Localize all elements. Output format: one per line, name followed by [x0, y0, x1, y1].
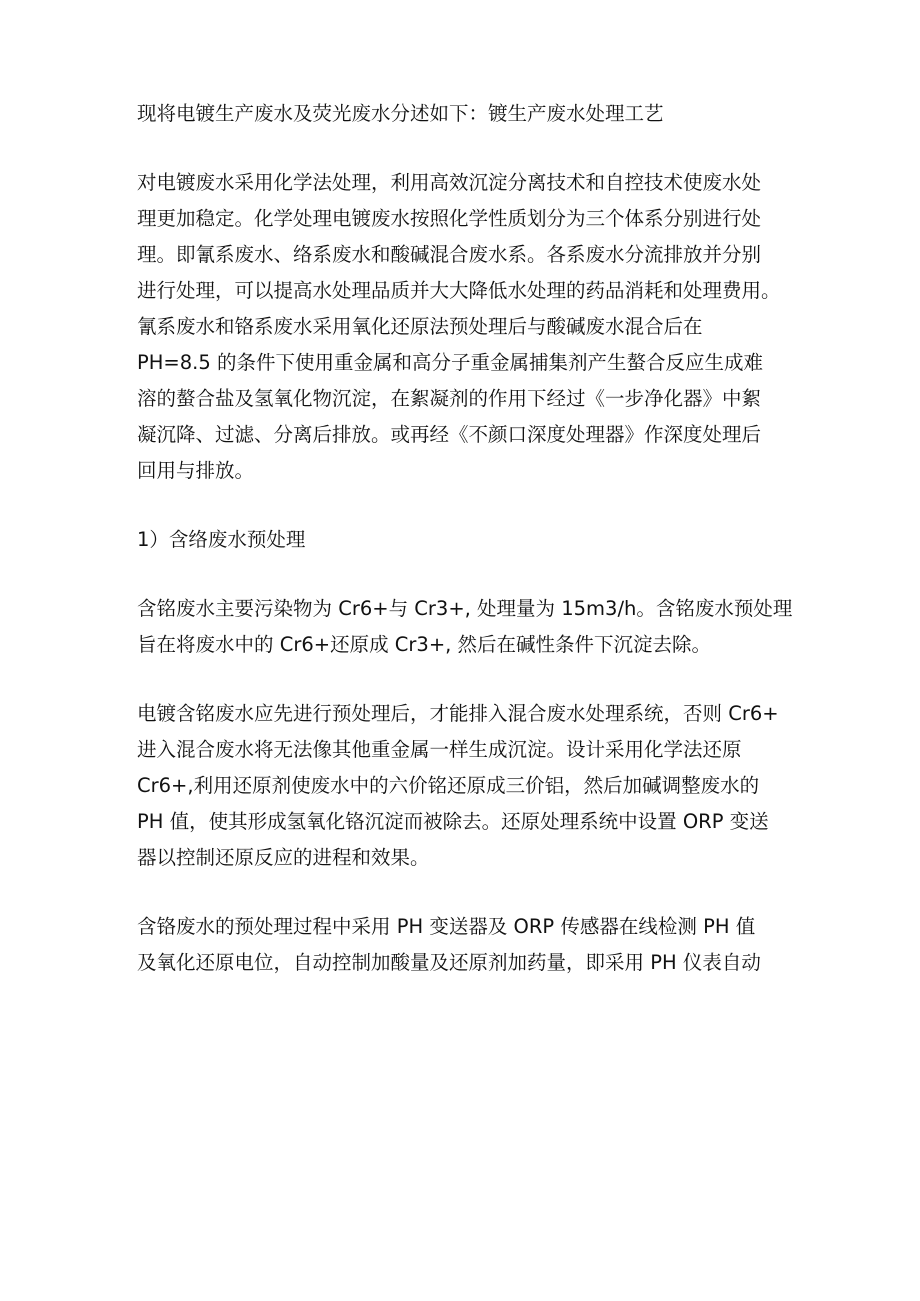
overview-line-9: 回用与排放。	[137, 459, 255, 482]
pollutants-line-2: 旨在将废水中的 Cr6+还原成 Cr3+, 然后在碱性条件下沉淀去除。	[137, 633, 712, 656]
overview-line-4: 进行处理，可以提高水处理品质并大大降低水处理的药品消耗和处理费用。	[137, 279, 781, 302]
pretreatment-line-4: PH 值，使其形成氢氧化铬沉淀而被除去。还原处理系统中设置 ORP 变送	[137, 810, 769, 833]
overview-line-3: 理。即氰系废水、络系废水和酸碱混合废水系。各系废水分流排放并分别	[137, 243, 762, 266]
overview-line-2: 理更加稳定。化学处理电镀废水按照化学性质划分为三个体系分别进行处	[137, 207, 762, 230]
control-line-1: 含铬废水的预处理过程中采用 PH 变送器及 ORP 传感器在线检测 PH 值	[137, 915, 756, 938]
pollutants-line-1: 含铭废水主要污染物为 Cr6+与 Cr3+, 处理量为 15m3∕h。含铭废水预处理	[137, 597, 793, 620]
pretreatment-line-2: 进入混合废水将无法像其他重金属一样生成沉淀。设计采用化学法还原	[137, 738, 742, 761]
pretreatment-line-1: 电镀含铭废水应先进行预处理后，才能排入混合废水处理系统，否则 Cr6+	[137, 702, 779, 725]
pretreatment-line-5: 器以控制还原反应的进程和效果。	[137, 846, 430, 869]
overview-line-5: 氰系废水和铬系废水采用氧化还原法预处理后与酸碱废水混合后在	[137, 315, 703, 338]
overview-line-8: 凝沉降、过滤、分离后排放。或再经《不颜口深度处理器》作深度处理后	[137, 423, 762, 446]
control-line-2: 及氧化还原电位，自动控制加酸量及还原剂加药量，即采用 PH 仪表自动	[137, 951, 761, 974]
intro-line: 现将电镀生产废水及荧光废水分述如下：镀生产废水处理工艺	[137, 102, 664, 125]
overview-line-6: PH=8.5 的条件下使用重金属和高分子重金属捕集剂产生螯合反应生成难	[137, 351, 763, 374]
pretreatment-line-3: Cr6+,利用还原剂使废水中的六价铭还原成三价铝，然后加碱调整废水的	[137, 774, 760, 797]
section-heading: 1）含络废水预处理	[137, 528, 306, 551]
overview-line-7: 溶的螯合盐及氢氧化物沉淀，在絮凝剂的作用下经过《一步净化器》中絮	[137, 387, 762, 410]
overview-line-1: 对电镀废水采用化学法处理，利用高效沉淀分离技术和自控技术使废水处	[137, 171, 762, 194]
